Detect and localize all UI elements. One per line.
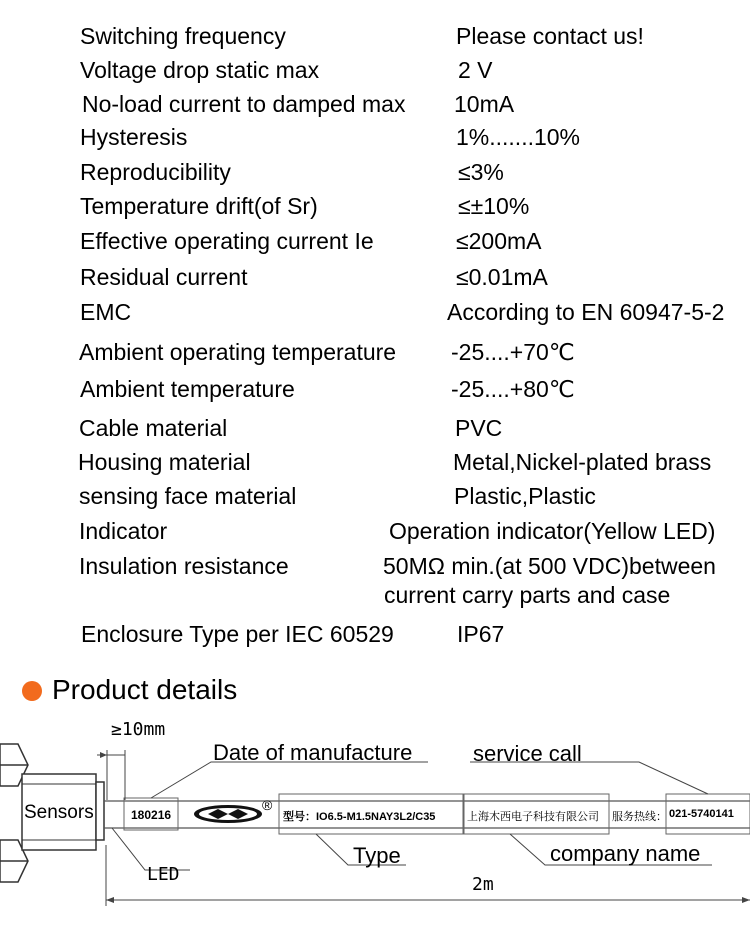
type-label: Type	[353, 843, 401, 868]
type-print-text: 型号：IO6.5-M1.5NAY3L2/C35	[283, 811, 436, 823]
spec-value-cable-material: PVC	[455, 415, 503, 441]
spec-label-sensing-face-material: sensing face material	[79, 483, 297, 509]
spec-label-cable-material: Cable material	[79, 415, 228, 441]
spec-label-enclosure-type: Enclosure Type per IEC 60529	[81, 621, 394, 647]
company-name-label: company name	[550, 841, 701, 866]
spec-value-residual-current: ≤0.01mA	[456, 264, 548, 290]
spec-label-indicator: Indicator	[79, 518, 168, 544]
brand-logo-icon	[194, 805, 262, 823]
spec-label-reproducibility: Reproducibility	[80, 159, 231, 185]
registered-mark: ®	[262, 797, 273, 813]
spec-value-housing-material: Metal,Nickel-plated brass	[453, 449, 712, 475]
spec-value-hysteresis: 1%.......10%	[456, 124, 581, 150]
date-code-text: 180216	[131, 808, 172, 822]
spec-label-voltage-drop: Voltage drop static max	[80, 57, 320, 83]
spec-label-temperature-drift: Temperature drift(of Sr)	[80, 193, 318, 219]
spec-value-emc: According to EN 60947-5-2	[447, 299, 725, 325]
sensor-collar	[96, 782, 104, 840]
spec-label-housing-material: Housing material	[78, 449, 251, 475]
led-label: LED	[147, 864, 180, 885]
spec-label-no-load-current: No-load current to damped max	[82, 91, 406, 117]
section-title-product-details: Product details	[52, 674, 238, 705]
spec-value-switching-frequency: Please contact us!	[456, 23, 644, 49]
spec-value-reproducibility: ≤3%	[458, 159, 504, 185]
spec-value-insulation-resistance-line2: current carry parts and case	[384, 582, 671, 608]
service-prefix-text: 服务热线：	[612, 811, 667, 823]
spec-label-residual-current: Residual current	[80, 264, 248, 290]
spec-value-operating-current: ≤200mA	[456, 228, 542, 254]
company-print-text: 上海木西电子科技有限公司	[467, 811, 599, 823]
spec-value-ambient-temp: -25....+80℃	[451, 376, 575, 402]
spec-label-hysteresis: Hysteresis	[80, 124, 188, 150]
spec-value-enclosure-type: IP67	[457, 621, 505, 647]
spec-value-temperature-drift: ≤±10%	[458, 193, 530, 219]
length-label: 2m	[472, 874, 494, 895]
callout-date	[151, 762, 428, 798]
spec-label-switching-frequency: Switching frequency	[80, 23, 286, 49]
spec-value-indicator: Operation indicator(Yellow LED)	[389, 518, 716, 544]
date-of-manufacture-label: Date of manufacture	[213, 740, 413, 765]
sensors-label: Sensors	[24, 802, 94, 823]
spec-value-no-load-current: 10mA	[454, 91, 515, 117]
spec-label-operating-current: Effective operating current Ie	[80, 228, 374, 254]
spec-label-ambient-temp: Ambient temperature	[80, 376, 295, 402]
spec-label-ambient-operating-temp: Ambient operating temperature	[79, 339, 397, 365]
min-length-label: ≥10mm	[111, 719, 166, 740]
spec-value-insulation-resistance: 50MΩ min.(at 500 VDC)between	[383, 553, 716, 579]
section-bullet-dot	[22, 681, 42, 701]
service-number-text: 021-5740141	[669, 808, 734, 820]
spec-value-sensing-face-material: Plastic,Plastic	[454, 483, 596, 509]
service-call-label: service call	[473, 741, 582, 766]
spec-value-ambient-operating-temp: -25....+70℃	[451, 339, 575, 365]
spec-label-insulation-resistance: Insulation resistance	[79, 553, 289, 579]
spec-value-voltage-drop: 2 V	[458, 57, 493, 83]
spec-label-emc: EMC	[80, 299, 132, 325]
